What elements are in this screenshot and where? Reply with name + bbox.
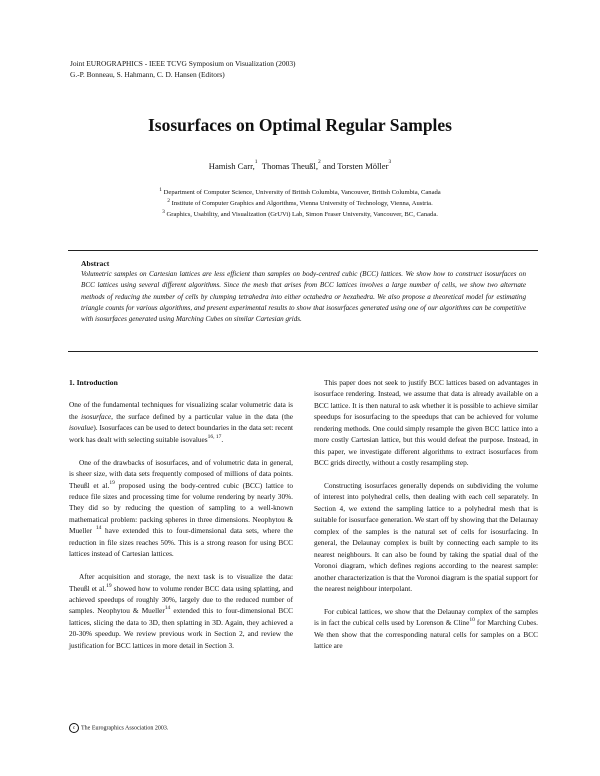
affiliation-sup: 3 bbox=[162, 209, 165, 216]
paragraph bbox=[314, 606, 538, 652]
citation-sup: 16, 17 bbox=[207, 433, 222, 440]
affiliation bbox=[0, 187, 600, 198]
affiliation bbox=[0, 209, 600, 220]
paragraph: Constructing isosurfaces generally depends on subdividing the volume of interest into polyhedral cells, then dealing with each cell separately. In Section 4, we extend the sampling lattice to a polyhedral mesh that is suitable for isosurface generation. We start off by showing that the Delaunay complex of the samples is the natural set of cells for isosurfacing. In general, the Delaunay complex is built by connecting each sample to its nearest neighbours. It can also be found by taking the spatial dual of the Voronoi diagram, which defines regions according to the nearest sample: another characterization is that the Voronoi diagram is the spatial support for the nearest neighbour interpolant. bbox=[314, 481, 538, 594]
author-sup: 2 bbox=[317, 159, 321, 165]
affiliation-text: Department of Computer Science, University of British Columbia, Vancouver, British Columbia, Canada bbox=[163, 189, 441, 196]
abstract-body: Volumetric samples on Cartesian lattices are less efficient than samples on body-centred cubic (BCC) lattices. We show how to construct isosurfaces on BCC lattices using several different algorithms. Since the mesh that arises from BCC lattices involves a large number of cells, we show two alternate methods of reducing the number of cells by clumping tetrahedra into either octahedra or hexahedra. We also propose a theoretical model for estimating triangle counts for various algorithms, and present experimental results to show that isosurfaces generated using one of our algorithms can be competitive with isosurfaces generated using Marching Cubes on similar Cartesian grids. bbox=[81, 270, 526, 324]
abstract-heading: Abstract bbox=[81, 259, 110, 268]
text-run: , the surface defined by a particular value in the data (the bbox=[111, 411, 293, 421]
footer-text: The Eurographics Association 2003. bbox=[81, 725, 169, 732]
citation-sup: 19 bbox=[109, 479, 115, 486]
affiliation-text: Institute of Computer Graphics and Algorithms, Vienna University of Technology, Vienna, Austria. bbox=[171, 200, 433, 208]
citation-sup: 14 bbox=[164, 605, 171, 612]
paper-title: Isosurfaces on Optimal Regular Samples bbox=[148, 115, 452, 135]
author-sup: 3 bbox=[388, 159, 392, 165]
text-run: extended this to four-dimensional BCC lattices, slicing the data to 3D, then splatting in 3D. Again, they achieved a 20-30% speedup. We review previous work in Section 2, and review the justification for BCC lattices in more detail in Section 3. bbox=[69, 606, 293, 650]
text-run: . bbox=[221, 434, 224, 444]
author-name: Thomas Theußl, bbox=[261, 161, 318, 171]
abstract bbox=[81, 258, 526, 325]
editors-line: G.-P. Bonneau, S. Hahmann, C. D. Hansen (Editors) bbox=[70, 69, 225, 79]
paragraph bbox=[69, 399, 293, 445]
citation-sup: 19 bbox=[106, 582, 112, 589]
author-name: Hamish Carr, bbox=[208, 161, 255, 171]
conference-header bbox=[70, 59, 296, 80]
text-run: showed how to volume render BCC data using splatting, and achieved speedups of roughly 30%, largely due to the reduced number of samples. Neophytou & Mueller bbox=[69, 583, 293, 616]
text-run: ). Isosurfaces can be used to detect boundaries in the data set: recent work has dealt with selecting suitable isovalues bbox=[69, 423, 293, 444]
footer bbox=[69, 723, 168, 733]
text-run: isovalue bbox=[69, 423, 94, 433]
affiliations bbox=[0, 187, 600, 221]
text-run: isosurface bbox=[81, 411, 112, 421]
authors-line bbox=[0, 161, 600, 171]
paragraph: This paper does not seek to justify BCC lattices based on advantages in isosurface rendering. Instead, we assume that data is already available on a BCC lattice. It is then natural to ask whether it is possible to achieve similar speedups for isosurfacing to the speedups that can be achieved for volume rendering methods. One could simply resample the given BCC lattice into a more costly Cartesian lattice, but this would defeat the purpose. Instead, in this paper, we investigate different algorithms to extract isosurfaces from BCC grids directly, without a costly resampling step. bbox=[314, 378, 538, 468]
affiliation-sup: 1 bbox=[159, 187, 163, 193]
abstract-top-rule bbox=[68, 250, 538, 251]
right-column bbox=[314, 377, 538, 663]
paragraph bbox=[69, 571, 293, 651]
copyright-icon: c bbox=[69, 723, 79, 733]
affiliation-sup: 2 bbox=[167, 198, 170, 205]
text-run: One of the drawbacks of isosurfaces, and of volumetric data in general, is sheer size, with data sets frequently composed of millions of data points. Theußl et al. bbox=[69, 457, 293, 490]
citation-sup: 14 bbox=[95, 525, 102, 532]
paragraph bbox=[69, 457, 293, 560]
author-sup: 1 bbox=[254, 159, 258, 165]
text-run: After acquisition and storage, the next task is to visualize the data: Theußl et al. bbox=[69, 572, 293, 593]
text-run: have extended this to four-dimensional data sets, where the reduction in file sizes reaches 50%. This is a strong reason for using BCC lattices instead of Cartesian lattices. bbox=[69, 526, 293, 559]
affiliation bbox=[0, 198, 600, 209]
text-run: for Marching Cubes. We then show that the corresponding natural cells for samples on a BCC lattice are bbox=[314, 618, 539, 651]
left-column bbox=[69, 377, 293, 663]
text-run: For cubical lattices, we show that the Delaunay complex of the samples is in fact the cubical cells used by Lorenson & Cline bbox=[314, 606, 538, 628]
citation-sup: 10 bbox=[469, 617, 475, 624]
affiliation-text: Graphics, Usability, and Visualization (GrUVi) Lab, Simon Fraser University, Vancouver, BC, Canada. bbox=[166, 211, 438, 219]
abstract-bottom-rule bbox=[68, 351, 538, 352]
conference-line: Joint EUROGRAPHICS - IEEE TCVG Symposium on Visualization (2003) bbox=[70, 59, 296, 68]
text-run: One of the fundamental techniques for visualizing scalar volumetric data is the bbox=[69, 400, 293, 421]
author-name: and Torsten Möller bbox=[322, 161, 389, 171]
text-run: proposed using the body-centred cubic (BCC) lattice to reduce file sizes and processing time for volume rendering by nearly 30%. They did so by reducing the question of sampling to a well-known mathematical problem: packing spheres in three dimensions. Neophytou & Mueller bbox=[69, 480, 293, 536]
section-heading: 1. Introduction bbox=[69, 378, 118, 387]
